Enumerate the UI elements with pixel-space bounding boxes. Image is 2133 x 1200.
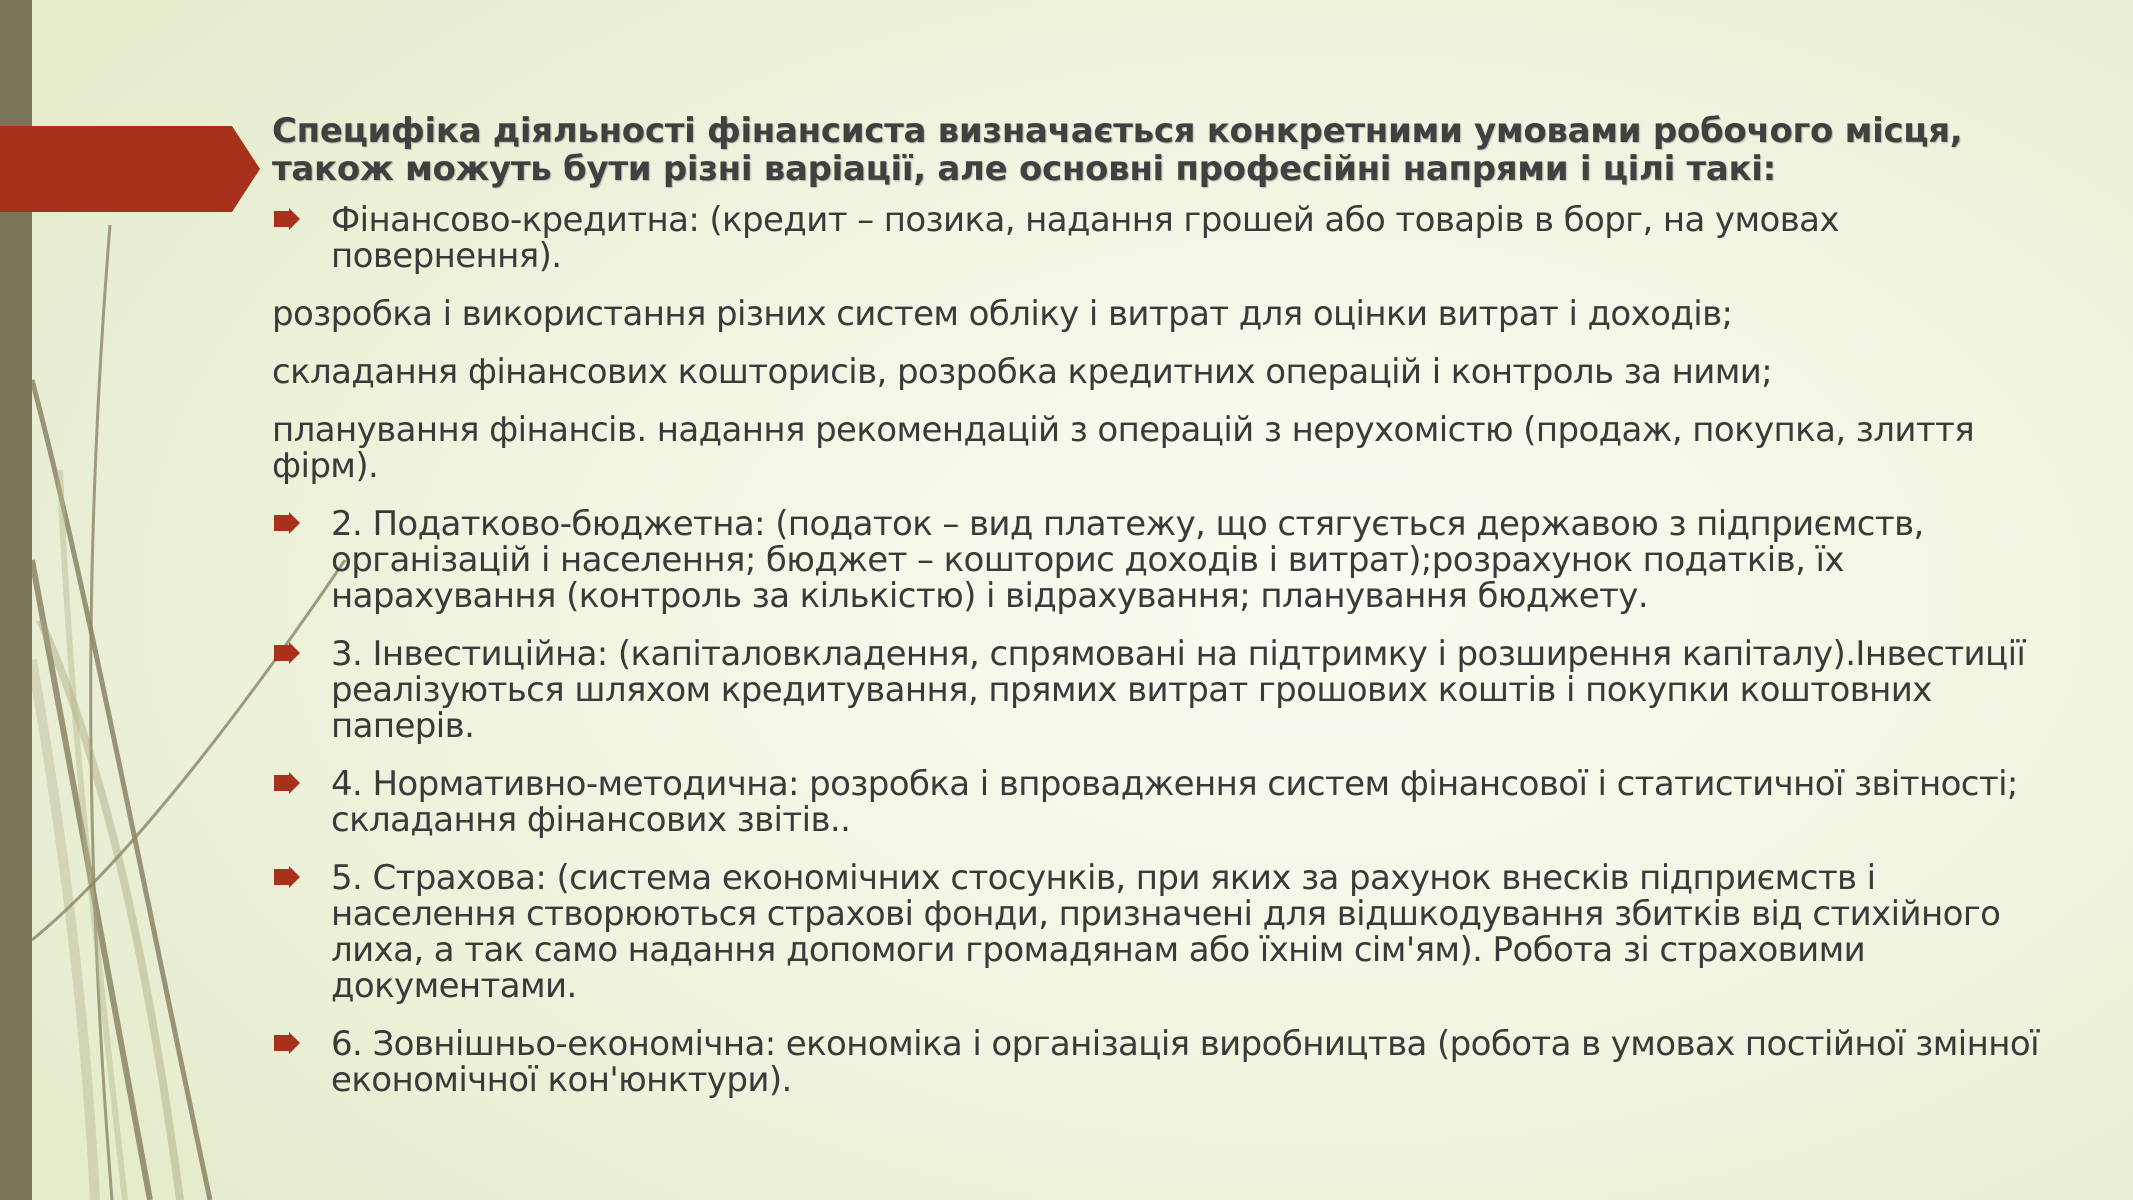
list-item [272,412,2042,484]
list-item-text: планування фінансів. надання рекомендацій з операцій з нерухомістю (продаж, покупка, злиття фірм). [272,410,1975,486]
arrow-bullet-icon [274,866,300,888]
arrow-bullet-icon [274,208,300,230]
list-item [272,766,2042,838]
list-item-text: складання фінансових кошторисів, розробка кредитних операцій і контроль за ними; [272,352,1773,392]
arrow-bullet-icon [274,642,300,664]
list-item-text: 4. Нормативно-методична: розробка і впровадження систем фінансової і статистичної звітності; складання фінансових звітів.. [331,764,2018,840]
list-item-text: Фінансово-кредитна: (кредит – позика, надання грошей або товарів в борг, на умовах повернення). [331,200,1839,276]
list-item-text: 3. Інвестиційна: (капіталовкладення, спрямовані на підтримку і розширення капіталу).Інвестиції реалізуються шляхом кредитування, прямих витрат грошових коштів і покупки коштовних паперів. [331,634,2026,746]
list-item [272,1026,2042,1098]
slide-heading: Специфіка діяльності фінансиста визначається конкретними умовами робочого місця, також можуть бути різні варіації, але основні професійні напрями і цілі такі: [272,111,1963,189]
list-item-text: 5. Страхова: (система економічних стосунків, при яких за рахунок внесків підприємств і населення створюються страхові фонди, призначені для відшкодування збитків від стихійного лиха, а так само надання допомоги громадянам або їхнім сім'ям). Робота зі страховими документами. [331,858,2001,1006]
slide-content [272,112,2042,1098]
arrow-bullet-icon [274,1032,300,1054]
list-item-text: 6. Зовнішньо-економічна: економіка і організація виробництва (робота в умовах постійної змінної економічної кон'юнктури). [331,1024,2039,1100]
list-item [272,506,2042,614]
title-accent-tab [0,126,260,212]
list-item [272,354,2042,390]
list-item-text: розробка і використання різних систем обліку і витрат для оцінки витрат і доходів; [272,294,1733,334]
list-item-text: 2. Податково-бюджетна: (податок – вид платежу, що стягується державою з підприємств, організацій і населення; бюджет – кошторис доходів і витрат);розрахунок податків, їх нарахування (контроль за кількістю) і відрахування; планування бюджету. [331,504,1924,616]
list-item [272,860,2042,1004]
list-item [272,636,2042,744]
arrow-bullet-icon [274,512,300,534]
list-item [272,296,2042,332]
arrow-bullet-icon [274,772,300,794]
list-item [272,202,2042,274]
